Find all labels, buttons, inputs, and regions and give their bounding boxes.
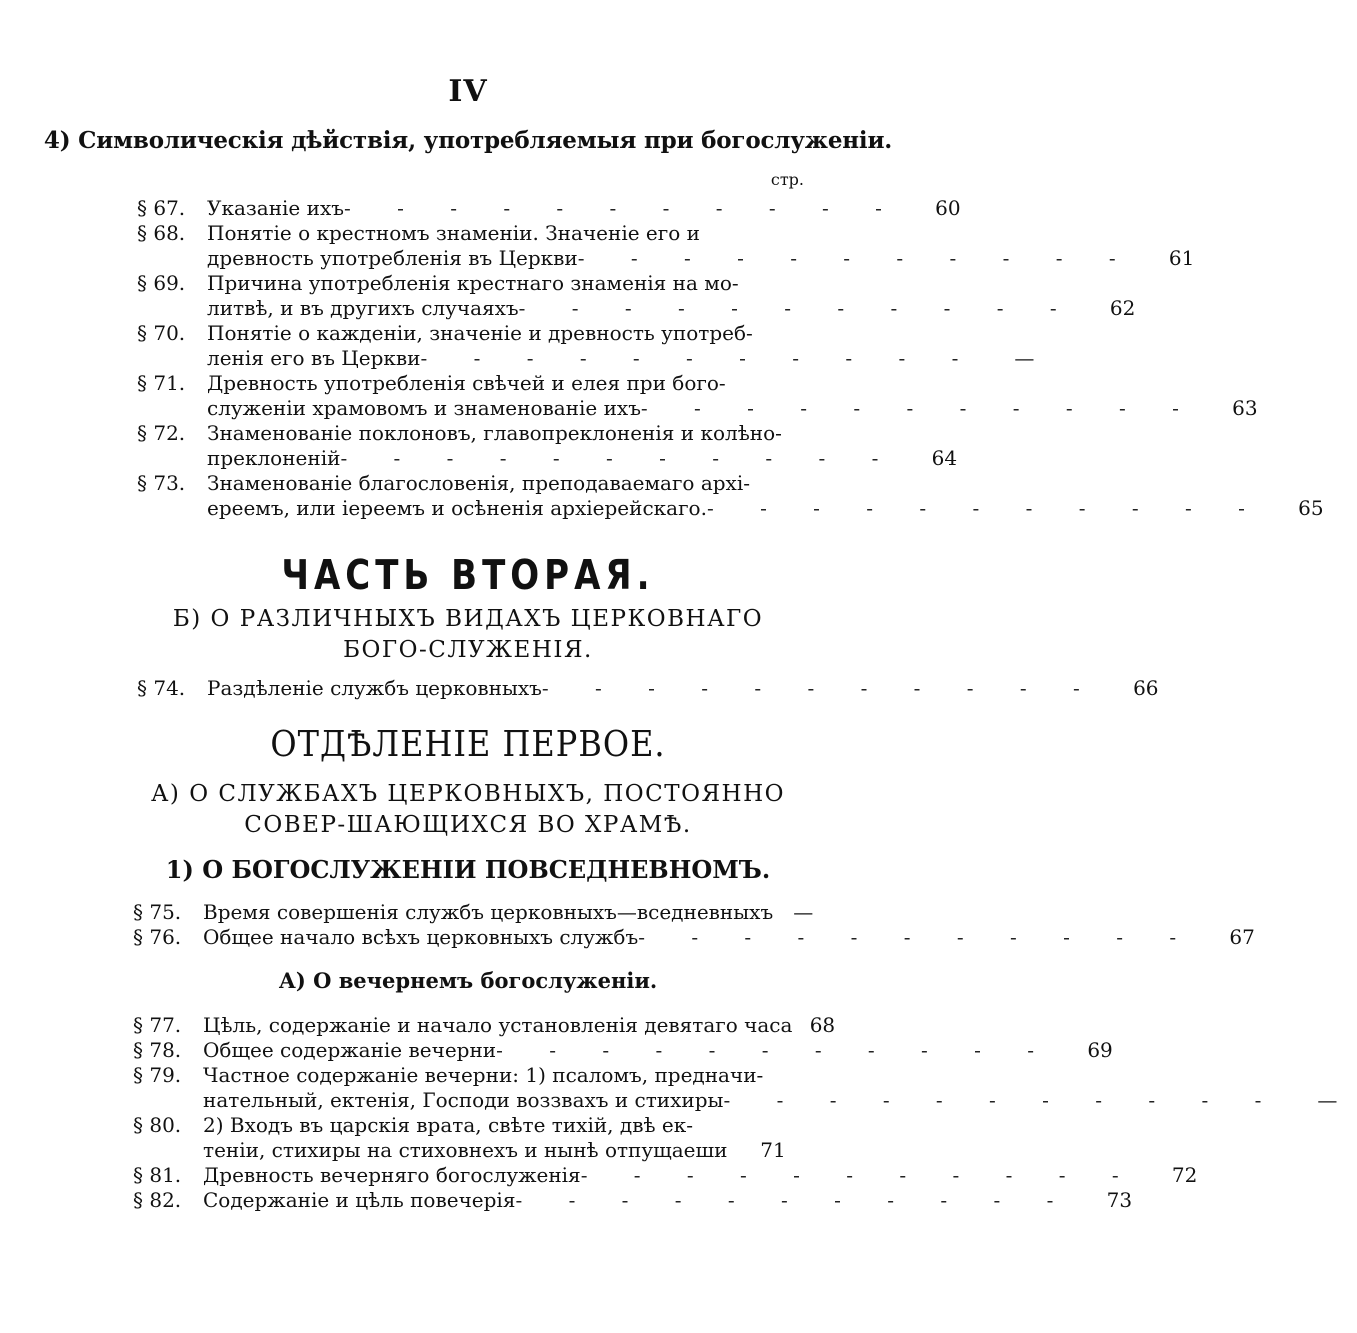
leader-dashes: - - - - - - - - - - - (515, 1188, 1074, 1212)
toc-section-number: § 67. (137, 196, 186, 220)
toc-part-two (137, 676, 1159, 701)
toc-section-number: § 73. (137, 471, 186, 495)
toc-entry-text: Понятіе о крестномъ знаменіи. Значеніе его и (207, 221, 700, 245)
toc-section-number: § 81. (133, 1163, 182, 1187)
toc-entry (133, 1188, 1133, 1213)
toc-section-number: § 72. (137, 421, 186, 445)
toc-entry-text: ленія его въ Церкви (207, 346, 421, 370)
toc-page-number: 61 (1168, 246, 1195, 270)
toc-page-number: 63 (1232, 396, 1258, 420)
leader-dashes: - - - - - - - - - - - (518, 296, 1077, 320)
toc-entry (133, 1013, 836, 1038)
page-column-label: стр. (770, 170, 804, 189)
toc-page-number: 72 (1171, 1163, 1198, 1187)
toc-page-number: — (793, 900, 814, 924)
leader-dashes: - - - - - - - - - - - (496, 1038, 1055, 1062)
toc-entry-text: Раздѣленіе службъ церковныхъ (207, 676, 542, 700)
leader-dashes: - - - - - - - - - - - (340, 446, 899, 470)
toc-entry (137, 221, 1195, 271)
toc-entry-text: Понятіе о кажденіи, значеніе и древность употреб- (207, 321, 753, 345)
toc-page-number: 73 (1106, 1188, 1133, 1212)
toc-entry-text: Содержаніе и цѣль повечерія (203, 1188, 516, 1212)
toc-section-number: § 76. (133, 925, 182, 949)
toc-page-number: 66 (1133, 676, 1159, 700)
toc-entry-text: Древность употребленія свѣчей и елея при бого- (207, 371, 726, 395)
toc-page-number: 71 (760, 1138, 786, 1162)
toc-vespers (133, 1013, 1338, 1213)
toc-entry (133, 1163, 1198, 1188)
division-subtitle: А) О СЛУЖБАХЪ ЦЕРКОВНЫХЪ, ПОСТОЯННО СОВЕР-ШАЮЩИХСЯ ВО ХРАМѢ. (151, 781, 785, 838)
toc-section-number: § 82. (133, 1188, 182, 1212)
toc-entry-text: теніи, стихиры на стиховнехъ и нынѣ отпущаеши (203, 1138, 728, 1162)
toc-entry (133, 1038, 1113, 1063)
toc-entry-text: Общее содержаніе вечерни (203, 1038, 497, 1062)
leader-dashes: - - - - - - - - - - - (640, 396, 1199, 420)
toc-section-number: § 78. (133, 1038, 182, 1062)
toc-section-number: § 80. (133, 1113, 182, 1137)
toc-entry-text: Цѣль, содержаніе и начало установленія девятаго часа (203, 1013, 793, 1037)
toc-entry (133, 1113, 803, 1163)
leader-dashes: - - - - - - - - - - - (541, 676, 1100, 700)
toc-entry-text: служеніи храмовомъ и знаменованіе ихъ (207, 396, 641, 420)
toc-entry (137, 271, 1136, 321)
toc-page-number: — (1317, 1088, 1338, 1112)
leader-dashes: - - - - - - - - - - - (580, 1163, 1139, 1187)
toc-entry (137, 471, 1324, 521)
toc-entry-text: ереемъ, или іереемъ и осѣненія архіерейскаго. (207, 496, 707, 520)
toc-entry-text: Общее начало всѣхъ церковныхъ службъ (203, 925, 639, 949)
section-symbolic-title: 4) Символическія дѣйствія, употребляемыя при богослуженіи. (43, 127, 893, 154)
leader-dashes: - - - - - - - - - - - (706, 496, 1265, 520)
leader-dashes: - - - - - - - - - - - (420, 346, 979, 370)
toc-section-number: § 71. (137, 371, 186, 395)
toc-page-number: 69 (1087, 1038, 1113, 1062)
toc-entry-text: Древность вечерняго богослуженія (203, 1163, 581, 1187)
toc-entry (133, 1063, 1338, 1113)
leader-dashes: - - - - - - - - - - - (577, 246, 1136, 270)
toc-daily (133, 900, 1255, 950)
toc-entry (137, 371, 1258, 421)
toc-entry (137, 421, 958, 471)
toc-entry-text: Указаніе ихъ (207, 196, 344, 220)
toc-section-number: § 74. (137, 676, 186, 700)
toc-entry (133, 925, 1255, 950)
toc-section-number: § 75. (133, 900, 182, 924)
toc-page-number: 62 (1109, 296, 1136, 320)
toc-section-number: § 79. (133, 1063, 182, 1087)
toc-entry-text: преклоненій (207, 446, 341, 470)
division-title: ОТДѢЛЕНІЕ ПЕРВОЕ. (270, 723, 666, 765)
vespers-title: А) О вечернемъ богослуженіи. (278, 968, 658, 993)
toc-symbolic (137, 196, 1324, 521)
toc-entry-text: древность употребленія въ Церкви (207, 246, 578, 270)
toc-entry-text: Причина употребленія крестнаго знаменія на мо- (207, 271, 739, 295)
toc-entry (137, 676, 1159, 701)
toc-entry-text: Знаменованіе благословенія, преподаваемаго архі- (207, 471, 750, 495)
leader-dashes: - - - - - - - - - - - (638, 925, 1197, 949)
toc-page-number: 68 (809, 1013, 836, 1037)
toc-section-number: § 68. (137, 221, 186, 245)
toc-page-number: 65 (1298, 496, 1324, 520)
toc-entry-text: Время совершенія службъ церковныхъ—вседневныхъ (203, 900, 774, 924)
toc-entry-text: литвѣ, и въ другихъ случаяхъ (207, 296, 519, 320)
page-number: IV (448, 74, 488, 109)
toc-section-number: § 77. (133, 1013, 182, 1037)
leader-dashes: - - - - - - - - - - - (343, 196, 902, 220)
toc-page-number: 64 (931, 446, 958, 470)
toc-entry (137, 196, 961, 221)
toc-section-number: § 70. (137, 321, 186, 345)
leader-dashes: - - - - - - - - - - - (723, 1088, 1282, 1112)
part-two-title: ЧАСТЬ ВТОРАЯ. (281, 552, 655, 600)
toc-page-number: 60 (935, 196, 961, 220)
toc-entry-text: Частное содержаніе вечерни: 1) псаломъ, предначи- (203, 1063, 764, 1087)
toc-entry-text: 2) Входъ въ царскія врата, свѣте тихій, двѣ ек- (203, 1113, 693, 1137)
part-two-subtitle: Б) О РАЗЛИЧНЫХЪ ВИДАХЪ ЦЕРКОВНАГО БОГО-СЛУЖЕНІЯ. (172, 606, 764, 663)
toc-page-number: 67 (1229, 925, 1255, 949)
toc-entry-text: нательный, ектенія, Господи воззвахъ и стихиры (203, 1088, 724, 1112)
toc-entry (137, 321, 1035, 371)
daily-service-title: 1) О БОГОСЛУЖЕНІИ ПОВСЕДНЕВНОМЪ. (165, 855, 771, 884)
toc-section-number: § 69. (137, 271, 186, 295)
toc-entry (133, 900, 814, 925)
toc-entry-text: Знаменованіе поклоновъ, главопреклоненія и колѣно- (207, 421, 782, 445)
toc-page-number: — (1014, 346, 1035, 370)
